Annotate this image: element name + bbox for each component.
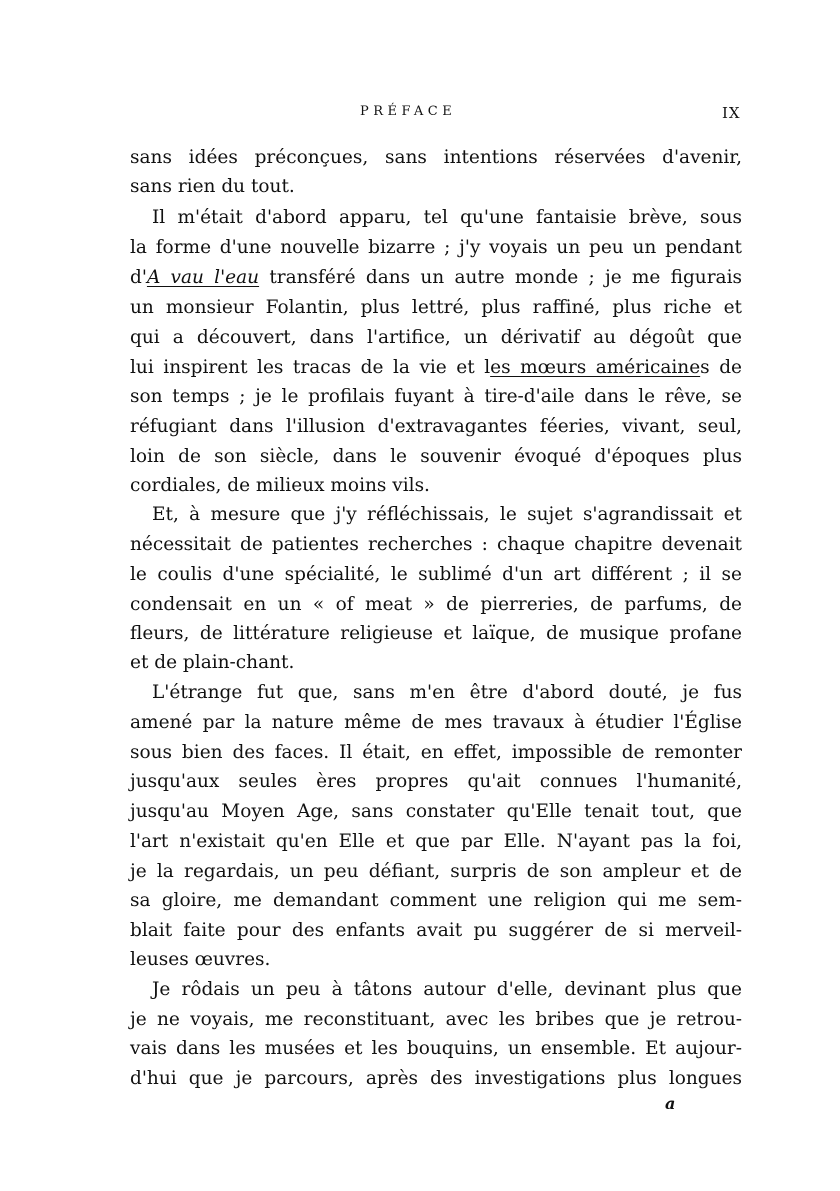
text-segment: d' — [130, 267, 147, 288]
text-line: le coulis d'une spécialité, le sublimé d'un art différent ; il se — [130, 564, 742, 585]
text-line: vais dans les musées et les bouquins, un ensemble. Et aujour- — [130, 1038, 742, 1059]
text-line: Et, à mesure que j'y réfléchissais, le sujet s'agrandissait et — [152, 504, 742, 525]
text-segment: s de — [700, 357, 742, 378]
text-line: condensait en un « of meat » de pierreries, de parfums, de — [130, 594, 742, 615]
underlined-phrase: es mœurs américaine — [490, 357, 701, 378]
text-line: son temps ; je le profilais fuyant à tire-d'aile dans le rêve, se — [130, 386, 742, 407]
text-line: jusqu'au Moyen Age, sans constater qu'Elle tenait tout, que — [130, 801, 742, 822]
text-line — [130, 266, 742, 290]
running-header-title: PRÉFACE — [360, 104, 457, 119]
text-line: et de plain-chant. — [130, 652, 295, 673]
text-line: un monsieur Folantin, plus lettré, plus raffiné, plus riche et — [130, 297, 742, 318]
text-line: sa gloire, me demandant comment une religion qui me sem- — [130, 890, 742, 911]
text-segment: transféré dans un autre monde ; je me figurais — [259, 267, 742, 288]
text-line: la forme d'une nouvelle bizarre ; j'y voyais un peu un pendant — [130, 237, 742, 258]
text-line: je la regardais, un peu défiant, surpris de son ampleur et de — [130, 861, 742, 882]
text-line: cordiales, de milieux moins vils. — [130, 475, 430, 496]
text-line: jusqu'aux seules ères propres qu'ait connues l'humanité, — [130, 771, 742, 792]
text-line: sans idées préconçues, sans intentions réservées d'avenir, — [130, 147, 742, 168]
text-line: loin de son siècle, dans le souvenir évoqué d'époques plus — [130, 446, 742, 467]
text-line: nécessitait de patientes recherches : chaque chapitre devenait — [130, 534, 742, 555]
text-line: fleurs, de littérature religieuse et laïque, de musique profane — [130, 623, 742, 644]
text-line: sans rien du tout. — [130, 176, 295, 197]
italic-title: A vau l'eau — [146, 267, 260, 288]
text-line: leuses œuvres. — [130, 949, 271, 970]
text-line: d'hui que je parcours, après des investigations plus longues — [130, 1068, 742, 1089]
text-line: Je rôdais un peu à tâtons autour d'elle, devinant plus que — [152, 979, 742, 1000]
text-line: je ne voyais, me reconstituant, avec les bribes que je retrou- — [130, 1009, 742, 1030]
text-line: sous bien des faces. Il était, en effet, impossible de remonter — [130, 742, 742, 763]
text-line: L'étrange fut que, sans m'en être d'abord douté, je fus — [152, 682, 742, 703]
text-segment: lui inspirent les tracas de la vie et l — [130, 357, 491, 378]
page-number: IX — [722, 104, 741, 122]
text-line: amené par la nature même de mes travaux à étudier l'Église — [130, 712, 742, 733]
text-line: Il m'était d'abord apparu, tel qu'une fantaisie brève, sous — [152, 207, 742, 228]
text-line: qui a découvert, dans l'artifice, un dérivatif au dégoût que — [130, 327, 742, 348]
text-line: réfugiant dans l'illusion d'extravagantes féeries, vivant, seul, — [130, 416, 742, 437]
signature-mark: a — [665, 1094, 676, 1113]
text-line — [130, 356, 742, 380]
text-line: l'art n'existait qu'en Elle et que par Elle. N'ayant pas la foi, — [130, 831, 742, 852]
text-line: blait faite pour des enfants avait pu suggérer de si merveil- — [130, 920, 742, 941]
